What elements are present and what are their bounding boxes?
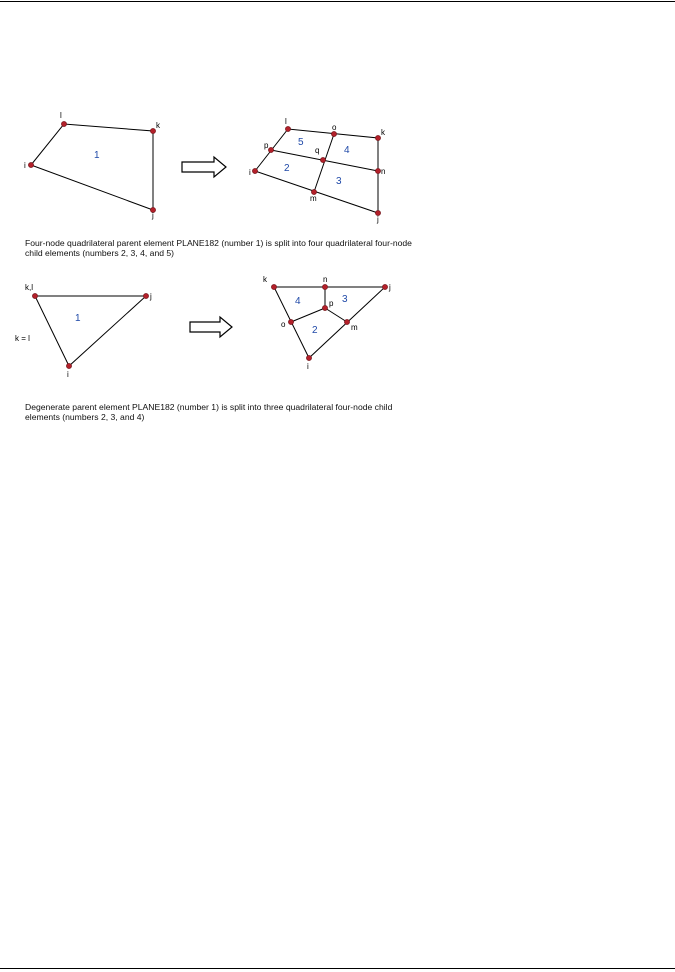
fig1-child-element-4: 4 bbox=[344, 145, 350, 156]
fig2-parent-node-j bbox=[143, 293, 148, 298]
fig2-child-line-pm bbox=[325, 308, 347, 322]
fig1-parent-label-j: j bbox=[152, 211, 154, 220]
fig1-child-label-k: k bbox=[381, 128, 385, 137]
fig1-child-node-p bbox=[268, 147, 273, 152]
fig1-caption: Four-node quadrilateral parent element PLANE182 (number 1) is split into four quadrilateral four-node child elements (numbers 2, 3, 4, and 5) bbox=[25, 238, 412, 259]
fig2-child-node-p bbox=[322, 305, 327, 310]
fig1-child-node-l bbox=[285, 126, 290, 131]
fig2-child-label-p: p bbox=[329, 299, 334, 308]
fig2-parent-note: k = l bbox=[15, 334, 30, 343]
fig1-child-label-p: p bbox=[264, 141, 269, 150]
fig1-child-node-o bbox=[331, 131, 336, 136]
fig2-parent-label-kl: k,l bbox=[25, 283, 33, 292]
fig2-caption: Degenerate parent element PLANE182 (number 1) is split into three quadrilateral four-node child elements (numbers 2, 3, and 4) bbox=[25, 402, 393, 423]
fig1-parent-node-l bbox=[61, 121, 66, 126]
fig1-child-line-om bbox=[314, 134, 334, 192]
fig1-parent-element bbox=[24, 111, 161, 220]
fig2-child-label-m: m bbox=[351, 323, 358, 332]
fig1-child-element-3: 3 bbox=[336, 176, 342, 187]
fig2-parent-label-j: j bbox=[150, 292, 152, 301]
fig2-child-label-n: n bbox=[323, 275, 328, 284]
fig2-parent-element-number: 1 bbox=[75, 313, 81, 324]
fig2-child-node-m bbox=[344, 319, 349, 324]
fig1-child-node-k bbox=[375, 135, 380, 140]
footer-rule bbox=[0, 968, 675, 969]
fig1-parent-node-i bbox=[28, 162, 33, 167]
fig1-child-label-m: m bbox=[310, 194, 317, 203]
fig1-parent-label-l: l bbox=[60, 111, 62, 120]
fig1-child-element-2: 2 bbox=[284, 163, 290, 174]
fig1-child-element-5: 5 bbox=[298, 137, 304, 148]
fig2-parent-outline bbox=[35, 296, 146, 366]
fig1-child-label-n: n bbox=[381, 167, 386, 176]
fig1-child-node-n bbox=[375, 168, 380, 173]
fig1-child-label-i: i bbox=[249, 168, 251, 177]
fig2-parent-element bbox=[15, 283, 152, 379]
fig2-child-node-k bbox=[271, 284, 276, 289]
fig2-child-element-3: 3 bbox=[342, 294, 348, 305]
fig2-parent-node-kl bbox=[32, 293, 37, 298]
fig2-child-label-k: k bbox=[263, 275, 267, 284]
fig1-parent-outline bbox=[31, 124, 153, 210]
fig1-parent-element-number: 1 bbox=[94, 150, 100, 161]
fig2-child-node-n bbox=[322, 284, 327, 289]
fig1-child-label-o: o bbox=[332, 123, 337, 132]
fig2-parent-label-i: i bbox=[67, 370, 69, 379]
fig2-child-element-2: 2 bbox=[312, 325, 318, 336]
fig1-child-node-q bbox=[320, 157, 325, 162]
fig1-parent-label-k: k bbox=[156, 121, 160, 130]
fig2-child-mesh bbox=[263, 275, 391, 371]
fig1-parent-node-k bbox=[150, 128, 155, 133]
fig2-child-node-i bbox=[306, 355, 311, 360]
fig2-child-label-j: j bbox=[389, 283, 391, 292]
fig2-child-label-o: o bbox=[281, 320, 286, 329]
fig1-child-label-l: l bbox=[285, 117, 287, 126]
fig1-parent-label-i: i bbox=[24, 161, 26, 170]
fig2-arrow-icon bbox=[190, 317, 232, 337]
fig2-parent-node-i bbox=[66, 363, 71, 368]
fig1-child-label-j: j bbox=[377, 215, 379, 224]
fig1-child-mesh bbox=[249, 117, 386, 224]
fig2-child-label-i: i bbox=[307, 362, 309, 371]
fig1-child-node-i bbox=[252, 168, 257, 173]
fig1-arrow-icon bbox=[182, 157, 226, 177]
fig2-child-node-j bbox=[382, 284, 387, 289]
fig2-child-element-4: 4 bbox=[295, 296, 301, 307]
fig2-child-node-o bbox=[288, 319, 293, 324]
fig2-child-line-op bbox=[291, 308, 325, 322]
fig1-child-label-q: q bbox=[315, 146, 320, 155]
